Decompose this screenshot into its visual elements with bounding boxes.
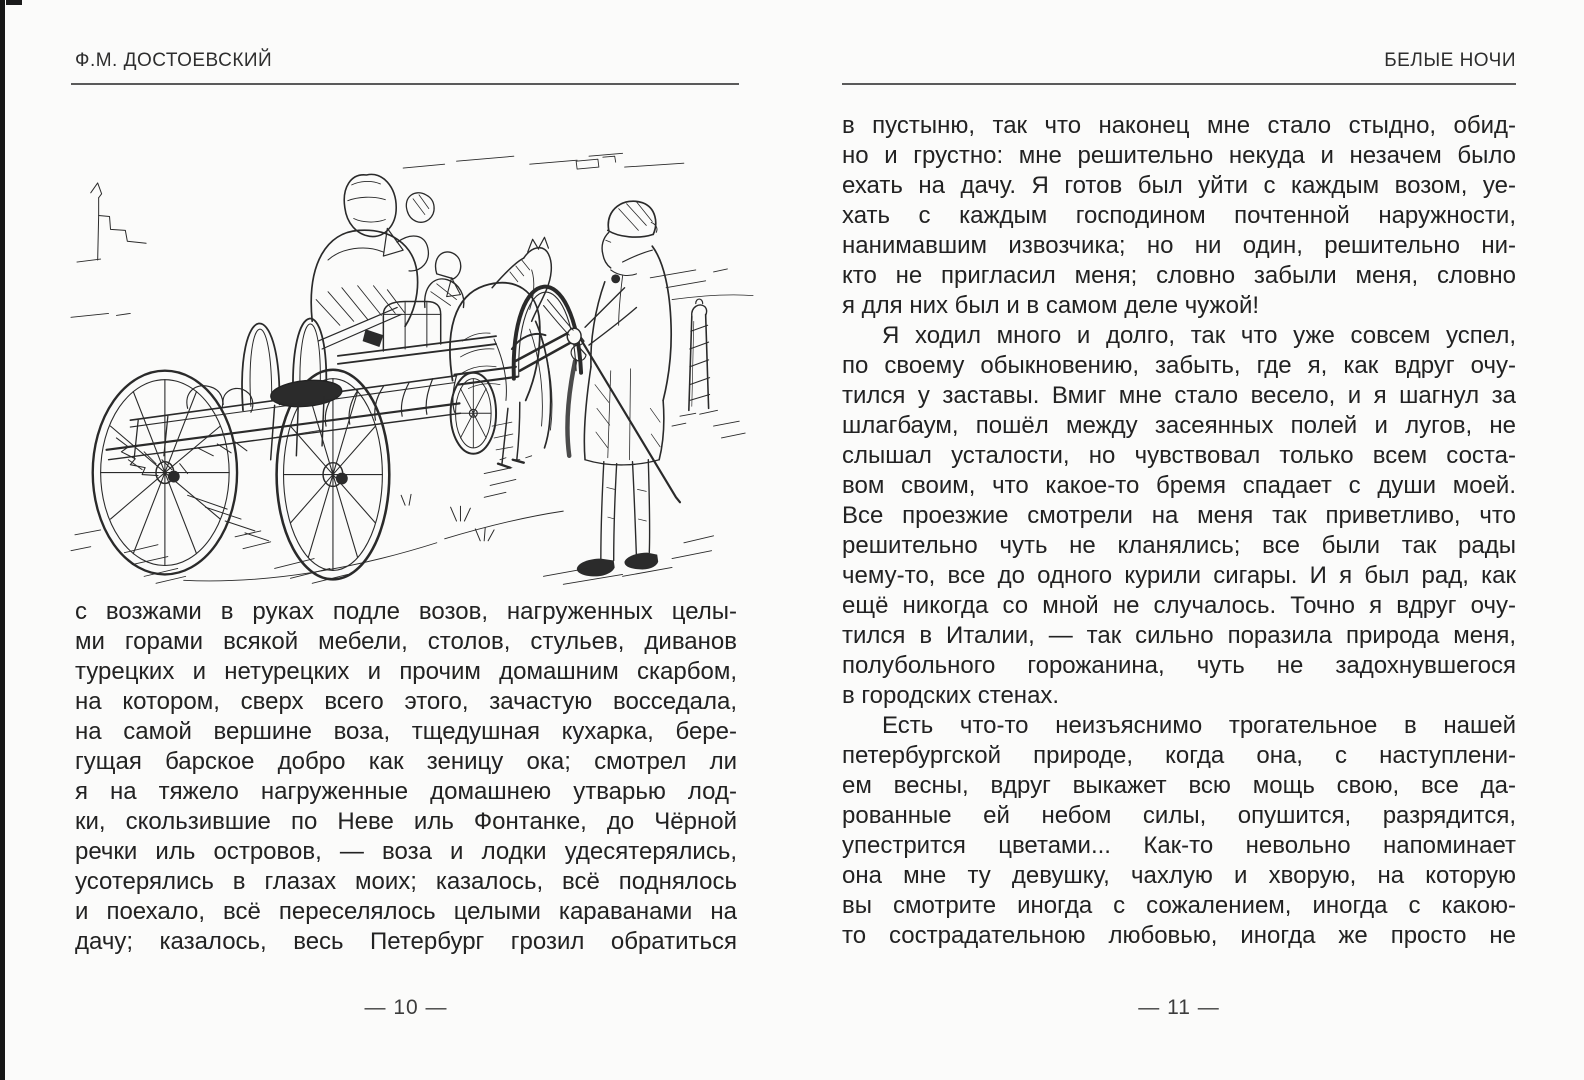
text-line: Я ходил много и долго, так что уже совсем успел, — [882, 322, 1516, 349]
text-line: ки, скользившие по Неве иль Фонтанке, до Чёрной — [75, 808, 737, 835]
text-line: хать с каждым господином почтенной наружности, — [842, 202, 1516, 229]
text-line: и поехало, всё переселялось целыми караванами на — [75, 898, 737, 925]
running-head-author: Ф.М. ДОСТОЕВСКИЙ — [75, 50, 273, 71]
text-line: ми горами всякой мебели, столов, стульев, диванов — [75, 628, 737, 655]
text-line: ем весны, вдруг выкажет всю мощь свою, все да- — [842, 772, 1516, 799]
text-line: рованные ей небом силы, опушится, разрядится, — [842, 802, 1516, 829]
text-line: она мне ту девушку, чахлую и хворую, на которую — [842, 862, 1516, 889]
page-number-right: — 11 — — [1138, 996, 1220, 1019]
cart-illustration — [69, 108, 761, 590]
text-line: Все проезжие смотрели на меня так приветливо, что — [842, 502, 1516, 529]
scan-corner-mark — [6, 0, 22, 5]
header-rule-left — [71, 83, 739, 85]
text-line: в городских стенах. — [842, 682, 1060, 709]
text-line: вы смотрите иногда с сожалением, иногда с какою- — [842, 892, 1516, 919]
running-head-title: БЕЛЫЕ НОЧИ — [1384, 50, 1516, 71]
text-line: упестрится цветами... Как-то невольно напоминает — [842, 832, 1516, 859]
text-line: полубольного горожанина, чуть не задохнувшегося — [842, 652, 1516, 679]
text-line: в пустыню, так что наконец мне стало стыдно, обид- — [842, 112, 1516, 139]
left-page-text — [75, 597, 737, 957]
text-line: тился в Италии, — так сильно поразила природа меня, — [842, 622, 1516, 649]
text-line: шлагбаум, пошёл между засеянных полей и лугов, не — [842, 412, 1516, 439]
text-line: ещё никогда со мной не случалось. Точно я вдруг очу- — [842, 592, 1516, 619]
header-rule-right — [842, 83, 1516, 85]
text-line: на котором, сверх всего этого, зачастую восседала, — [75, 688, 737, 715]
scan-edge-strip — [0, 0, 5, 1080]
text-line: чему-то, все до одного курили сигары. И я был рад, как — [842, 562, 1516, 589]
text-line: ехать на дачу. Я готов был уйти с каждым возом, уе- — [842, 172, 1516, 199]
text-line: вом своим, что какое-то бремя спадает с души моей. — [842, 472, 1516, 499]
text-line: нанимавшим извозчика; но ни один, решительно ни- — [842, 232, 1516, 259]
cart-illustration-svg — [69, 108, 761, 590]
text-line: с возжами в руках подле возов, нагруженных целы- — [75, 598, 737, 625]
text-line: тился у заставы. Вмиг мне стало весело, и я шагнул за — [842, 382, 1516, 409]
text-line: на самой вершине воза, тщедушная кухарка, бере- — [75, 718, 737, 745]
text-line: но и грустно: мне решительно некуда и незачем было — [842, 142, 1516, 169]
text-line: слышал усталости, но чувствовал только всем соста- — [842, 442, 1516, 469]
text-line: усотерялись в глазах моих; казалось, всё поднялось — [75, 868, 737, 895]
text-line: петербургской природе, когда она, с наступлени- — [842, 742, 1516, 769]
text-line: я на тяжело нагруженные домашнею утварью лод- — [75, 778, 737, 805]
text-line: по своему обыкновению, забыть, где я, как вдруг очу- — [842, 352, 1516, 379]
text-line: турецких и нетурецких и прочим домашним скарбом, — [75, 658, 737, 685]
text-line: я для них был и в самом деле чужой! — [842, 292, 1260, 319]
page-left — [75, 0, 737, 1080]
text-line: то сострадательною любовью, иногда же просто не — [842, 922, 1516, 949]
text-line: гущая барское добро как зеницу ока; смотрел ли — [75, 748, 737, 775]
text-line: дачу; казалось, весь Петербург грозил обратиться — [75, 928, 737, 955]
text-line: решительно чуть не кланялись; все были так рады — [842, 532, 1516, 559]
page-number-left: — 10 — — [364, 996, 448, 1019]
text-line: кто не пригласил меня; словно забыли меня, словно — [842, 262, 1516, 289]
text-line: Есть что-то неизъяснимо трогательное в нашей — [882, 712, 1516, 739]
page-right — [842, 0, 1516, 1080]
text-line: речки иль островов, — воза и лодки удесятерялись, — [75, 838, 737, 865]
right-page-text — [842, 111, 1516, 951]
